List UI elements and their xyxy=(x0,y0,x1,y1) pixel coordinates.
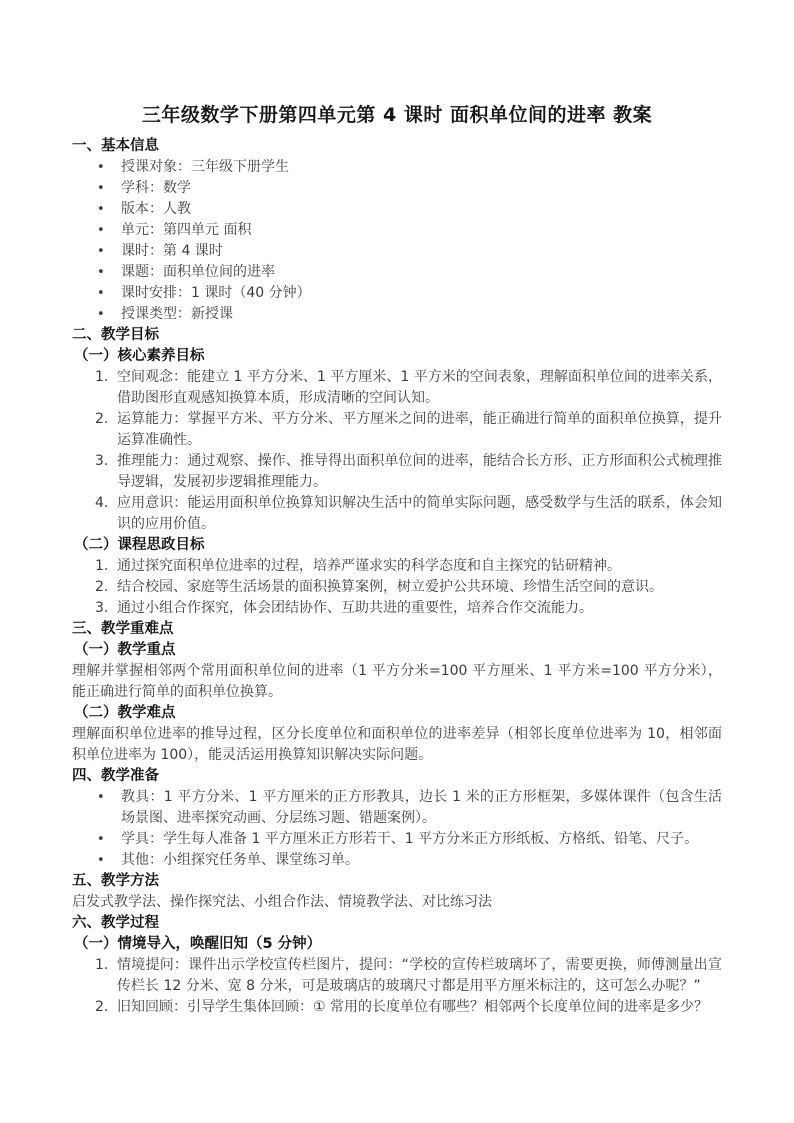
bullet-icon: • xyxy=(97,160,105,175)
list-item xyxy=(72,451,722,493)
list-item xyxy=(72,199,722,220)
list-item-text: 通过小组合作探究，体会团结协作、互助共进的重要性，培养合作交流能力。 xyxy=(117,600,593,616)
bullet-icon: • xyxy=(97,181,105,196)
bullet-icon: • xyxy=(97,790,105,805)
list-item xyxy=(72,493,722,535)
list-item-text: 旧知回顾：引导学生集体回顾：① 常用的长度单位有哪些？相邻两个长度单位间的进率是多少？ xyxy=(117,999,708,1015)
section-heading-basic-info: 一、基本信息 xyxy=(72,138,159,154)
list-item-text: 情境提问：课件出示学校宣传栏图片，提问：“学校的宣传栏玻璃坏了，需要更换，师傅测量出宣传栏长 12 分米、宽 8 分米，可是玻璃店的玻璃尺寸都是用平方厘米标注的，这可怎么办呢？” xyxy=(117,957,722,994)
list-item xyxy=(72,556,722,577)
list-item-text: 通过探究面积单位进率的过程，培养严谨求实的科学态度和自主探究的钻研精神。 xyxy=(117,558,621,574)
item-number: 1. xyxy=(95,369,109,385)
subsection-heading-ideology-goals: （二）课程思政目标 xyxy=(74,537,205,553)
list-item xyxy=(72,829,722,850)
list-item xyxy=(72,220,722,241)
subsection-heading-difficulty: （二）教学难点 xyxy=(74,705,176,721)
list-item xyxy=(72,787,722,829)
item-number: 1. xyxy=(95,957,109,973)
list-item-text: 学具：学生每人准备 1 平方厘米正方形若干、1 平方分米正方形纸板、方格纸、铅笔、尺子。 xyxy=(121,831,699,847)
section-heading-objectives: 二、教学目标 xyxy=(72,327,159,343)
list-item-text: 课时安排：1 课时（40 分钟） xyxy=(121,285,311,301)
list-item-text: 课时：第 4 课时 xyxy=(121,243,223,259)
section-basic-info xyxy=(72,136,722,325)
section-heading-key-points: 三、教学重难点 xyxy=(72,621,174,637)
list-item-text: 应用意识：能运用面积单位换算知识解决生活中的简单实际问题，感受数学与生活的联系，体会知识的应用价值。 xyxy=(117,495,722,532)
list-item-text: 运算能力：掌握平方米、平方分米、平方厘米之间的进率，能正确进行简单的面积单位换算，提升运算准确性。 xyxy=(117,411,722,448)
subsection-heading-intro: （一）情境导入，唤醒旧知（5 分钟） xyxy=(74,936,322,952)
list-item xyxy=(72,283,722,304)
item-number: 2. xyxy=(95,999,109,1015)
section-key-points xyxy=(72,619,722,766)
section-process xyxy=(72,913,722,1018)
list-item xyxy=(72,241,722,262)
list-item-text: 结合校园、家庭等生活场景的面积换算案例，树立爱护公共环境、珍惜生活空间的意识。 xyxy=(117,579,663,595)
list-item xyxy=(72,304,722,325)
list-item xyxy=(72,367,722,409)
list-item-text: 推理能力：通过观察、操作、推导得出面积单位间的进率，能结合长方形、正方形面积公式梳理推导逻辑，发展初步逻辑推理能力。 xyxy=(117,453,722,490)
bullet-icon: • xyxy=(97,853,105,868)
subsection-heading-focus: （一）教学重点 xyxy=(74,642,176,658)
item-number: 2. xyxy=(95,579,109,595)
bullet-icon: • xyxy=(97,307,105,322)
item-number: 2. xyxy=(95,411,109,427)
bullet-icon: • xyxy=(97,265,105,280)
paragraph-difficulty: 理解面积单位进率的推导过程，区分长度单位和面积单位的进率差异（相邻长度单位进率为 10，相邻面积单位进率为 100），能灵活运用换算知识解决实际问题。 xyxy=(72,726,722,763)
item-number: 4. xyxy=(95,495,109,511)
section-heading-methods: 五、教学方法 xyxy=(72,873,159,889)
list-item xyxy=(72,409,722,451)
list-item-text: 课题：面积单位间的进率 xyxy=(121,264,275,280)
list-item-text: 授课类型：新授课 xyxy=(121,306,233,322)
item-number: 3. xyxy=(95,600,109,616)
section-heading-preparation: 四、教学准备 xyxy=(72,768,159,784)
subsection-heading-core-goals: （一）核心素养目标 xyxy=(74,348,205,364)
section-methods xyxy=(72,871,722,913)
list-item-text: 其他：小组探究任务单、课堂练习单。 xyxy=(121,852,359,868)
list-item xyxy=(72,850,722,871)
document-title: 三年级数学下册第四单元第 4 课时 面积单位间的进率 教案 xyxy=(141,104,653,126)
list-item xyxy=(72,178,722,199)
item-number: 1. xyxy=(95,558,109,574)
paragraph-focus: 理解并掌握相邻两个常用面积单位间的进率（1 平方分米=100 平方厘米、1 平方米=100 平方分米），能正确进行简单的面积单位换算。 xyxy=(72,663,722,700)
section-objectives xyxy=(72,325,722,619)
list-item xyxy=(72,577,722,598)
list-item xyxy=(72,955,722,997)
bullet-icon: • xyxy=(97,286,105,301)
list-item-text: 学科：数学 xyxy=(121,180,191,196)
list-item-text: 版本：人教 xyxy=(121,201,191,217)
list-item xyxy=(72,157,722,178)
bullet-icon: • xyxy=(97,202,105,217)
list-item xyxy=(72,262,722,283)
list-item xyxy=(72,598,722,619)
bullet-icon: • xyxy=(97,223,105,238)
item-number: 3. xyxy=(95,453,109,469)
bullet-icon: • xyxy=(97,244,105,259)
list-item-text: 授课对象：三年级下册学生 xyxy=(121,159,289,175)
list-item-text: 单元：第四单元 面积 xyxy=(121,222,252,238)
paragraph-methods: 启发式教学法、操作探究法、小组合作法、情境教学法、对比练习法 xyxy=(72,894,492,910)
list-item xyxy=(72,997,722,1018)
list-item-text: 空间观念：能建立 1 平方分米、1 平方厘米、1 平方米的空间表象，理解面积单位间的进率关系，借助图形直观感知换算本质，形成清晰的空间认知。 xyxy=(117,369,722,406)
section-heading-process: 六、教学过程 xyxy=(72,915,159,931)
section-preparation xyxy=(72,766,722,871)
list-item-text: 教具：1 平方分米、1 平方厘米的正方形教具，边长 1 米的正方形框架，多媒体课件（包含生活场景图、进率探究动画、分层练习题、错题案例）。 xyxy=(121,789,722,826)
bullet-icon: • xyxy=(97,832,105,847)
